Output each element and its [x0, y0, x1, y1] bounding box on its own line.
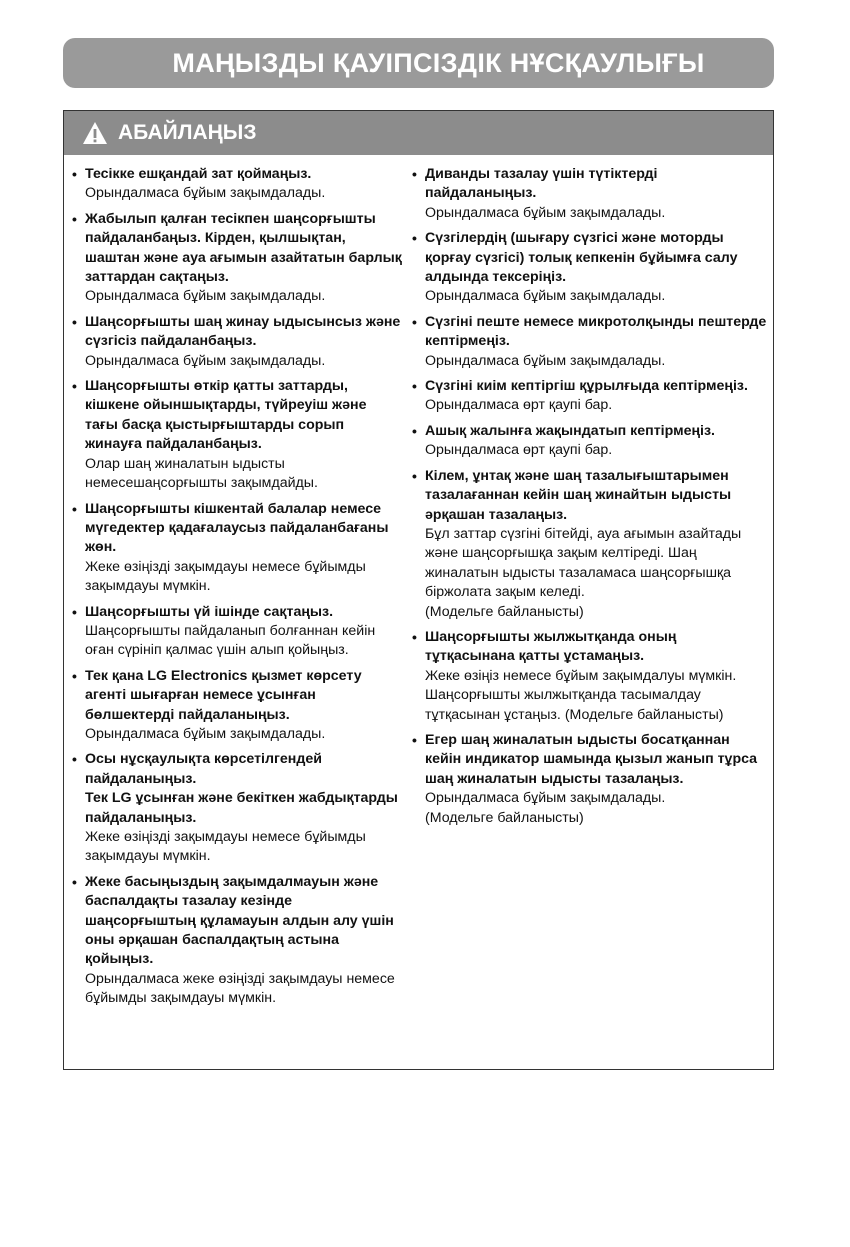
consequence-text: (Модельге байланысты): [425, 809, 584, 826]
list-item: [412, 467, 767, 622]
list-item: [412, 628, 767, 725]
list-item-body: [425, 467, 767, 622]
list-item-body: [85, 377, 402, 493]
warning-statement: Сүзгіні киім кептіргіш құрылғыда кептірмеңіз.: [425, 378, 748, 395]
list-item: [72, 165, 402, 204]
warning-statement: Тек қана LG Electronics қызмет көрсету агенті шығарған немесе ұсынған бөлшектерді пайдаланыңыз.: [85, 667, 362, 723]
bullet-icon: •: [412, 467, 417, 484]
right-column: [412, 165, 767, 1015]
bullet-icon: •: [72, 751, 77, 768]
list-item-body: [85, 603, 402, 661]
warning-statement: Осы нұсқаулықта көрсетілгендей пайдаланыңыз.: [85, 751, 322, 787]
warning-icon: [82, 121, 108, 145]
consequence-text: Орындалмаса бұйым зақымдалады.: [85, 288, 326, 305]
list-item-body: [425, 628, 767, 725]
bullet-icon: •: [412, 313, 417, 330]
list-item-body: [85, 667, 402, 745]
list-item-body: [85, 165, 402, 204]
list-item-body: [425, 165, 767, 223]
list-item-body: [85, 210, 402, 307]
list-item: [72, 750, 402, 866]
list-item: [72, 603, 402, 661]
list-item-body: [425, 422, 767, 461]
warning-statement: Жеке басыңыздың зақымдалмауын және баспалдақты тазалау кезінде шаңсорғыштың құламауын алдын алу үшін оны әрқашан баспалдақтың астына қойыңыз.: [85, 873, 394, 968]
page-title-bar: [63, 38, 774, 88]
list-item-body: [425, 313, 767, 371]
caution-header: [64, 111, 773, 155]
list-item: [72, 210, 402, 307]
list-item: [412, 165, 767, 223]
caution-heading: АБАЙЛАҢЫЗ: [118, 121, 257, 144]
list-item-body: [85, 873, 402, 1009]
consequence-text: Орындалмаса бұйым зақымдалады.: [425, 288, 666, 305]
list-item-body: [85, 750, 402, 866]
warning-statement: Ашық жалынға жақындатып кептірмеңіз.: [425, 422, 715, 439]
bullet-icon: •: [412, 230, 417, 247]
consequence-text: Орындалмаса жеке өзіңізді зақымдауы немесе бұйымды зақымдауы мүмкін.: [85, 970, 395, 1007]
bullet-icon: •: [72, 603, 77, 620]
consequence-text: Орындалмаса бұйым зақымдалады.: [425, 204, 666, 221]
bullet-icon: •: [72, 873, 77, 890]
warning-statement: Сүзгілердің (шығару сүзгісі және моторды қорғау сүзгісі) толық кепкенін бұйымға салу алдында тексеріңіз.: [425, 230, 738, 286]
warning-statement: Егер шаң жиналатын ыдысты босатқаннан кейін индикатор шамында қызыл жанып тұрса шаң жиналатын ыдысты тазалаңыз.: [425, 731, 758, 787]
warning-statement: Тесікке ешқандай зат қоймаңыз.: [85, 166, 312, 182]
bullet-icon: •: [412, 422, 417, 439]
warning-statement: Тек LG ұсынған және бекіткен жабдықтарды пайдаланыңыз.: [85, 790, 398, 826]
list-item: [412, 422, 767, 461]
bullet-icon: •: [72, 166, 77, 182]
caution-box: [63, 110, 774, 1070]
consequence-text: Орындалмаса бұйым зақымдалады.: [85, 352, 326, 369]
warning-statement: Жабылып қалған тесікпен шаңсорғышты пайдаланбаңыз. Кірден, қылшықтан, шаштан және ауа ағымын азайтатын барлық заттардан сақтаңыз.: [85, 210, 402, 286]
list-item: [412, 377, 767, 416]
list-item: [412, 229, 767, 307]
consequence-text: Орындалмаса бұйым зақымдалады.: [425, 790, 666, 807]
warning-statement: Шаңсорғышты өткір қатты заттарды, кішкене ойыншықтарды, түйреуіш және тағы басқа қыстырғыштарды сорып жинауға пайдаланбаңыз.: [85, 378, 367, 453]
list-item: [412, 313, 767, 371]
warning-statement: Сүзгіні пеште немесе микротолқынды пештерде кептірмеңіз.: [425, 313, 767, 350]
warning-statement: Кілем, ұнтақ және шаң тазалығыштарымен тазалағаннан кейін шаң жинайтын ыдысты әрқашан тазалаңыз.: [425, 467, 732, 523]
consequence-text: Жеке өзіңізді зақымдауы немесе бұйымды зақымдауы мүмкін.: [85, 558, 366, 595]
consequence-text: Орындалмаса бұйым зақымдалады.: [425, 352, 666, 369]
bullet-icon: •: [412, 166, 417, 182]
consequence-text: Орындалмаса өрт қаупі бар.: [425, 397, 613, 414]
list-item: [72, 500, 402, 597]
bullet-icon: •: [412, 731, 417, 748]
warning-statement: Диванды тазалау үшін түтіктерді пайдаланыңыз.: [425, 166, 658, 202]
consequence-text: Олар шаң жиналатын ыдысты немесешаңсорғышты зақымдайды.: [85, 455, 318, 492]
consequence-text: Шаңсорғышты пайдаланып болғаннан кейін оған сүрініп қалмас үшін алып қойыңыз.: [85, 622, 376, 659]
page-title: МАҢЫЗДЫ ҚАУІПСІЗДІК НҰСҚАУЛЫҒЫ: [172, 47, 705, 78]
warning-statement: Шаңсорғышты кішкентай балалар немесе мүгедектер қадағалаусыз пайдаланбағаны жөн.: [85, 500, 389, 556]
list-item: [72, 667, 402, 745]
list-item-body: [85, 500, 402, 597]
bullet-icon: •: [72, 313, 77, 330]
consequence-text: (Модельге байланысты): [425, 603, 584, 620]
list-item-body: [85, 313, 402, 371]
consequence-text: Жеке өзіңіз немесе бұйым зақымдалуы мүмкін.: [425, 667, 737, 684]
list-item-body: [425, 229, 767, 307]
list-item-body: [425, 377, 767, 416]
consequence-text: Орындалмаса бұйым зақымдалады.: [85, 185, 326, 202]
consequence-text: Бұл заттар сүзгіні бітейді, ауа ағымын азайтады және шаңсорғышқа зақым келтіреді. Шаң жиналатын ыдысты тазаламаса шаңсорғышқа біржолата зақым келеді.: [425, 525, 742, 601]
list-item: [412, 731, 767, 828]
list-item-body: [425, 731, 767, 828]
left-column: [72, 165, 402, 1015]
list-item: [72, 873, 402, 1009]
consequence-text: Жеке өзіңізді зақымдауы немесе бұйымды зақымдауы мүмкін.: [85, 829, 366, 865]
list-item: [72, 377, 402, 493]
bullet-icon: •: [412, 378, 417, 395]
bullet-icon: •: [72, 500, 77, 517]
bullet-icon: •: [72, 667, 77, 684]
list-item: [72, 313, 402, 371]
bullet-icon: •: [412, 628, 417, 645]
bullet-icon: •: [72, 378, 77, 395]
warning-statement: Шаңсорғышты үй ішінде сақтаңыз.: [85, 603, 334, 620]
warning-statement: Шаңсорғышты шаң жинау ыдысынсыз және сүзгісіз пайдаланбаңыз.: [85, 313, 401, 350]
warning-statement: Шаңсорғышты жылжытқанда оның тұтқасынана қатты ұстамаңыз.: [425, 628, 677, 665]
consequence-text: Орындалмаса бұйым зақымдалады.: [85, 725, 326, 742]
consequence-text: Орындалмаса өрт қаупі бар.: [425, 442, 613, 459]
consequence-text: Шаңсорғышты жылжытқанда тасымалдау тұтқасынан ұстаңыз. (Модельге байланысты): [425, 687, 724, 723]
bullet-icon: •: [72, 210, 77, 227]
